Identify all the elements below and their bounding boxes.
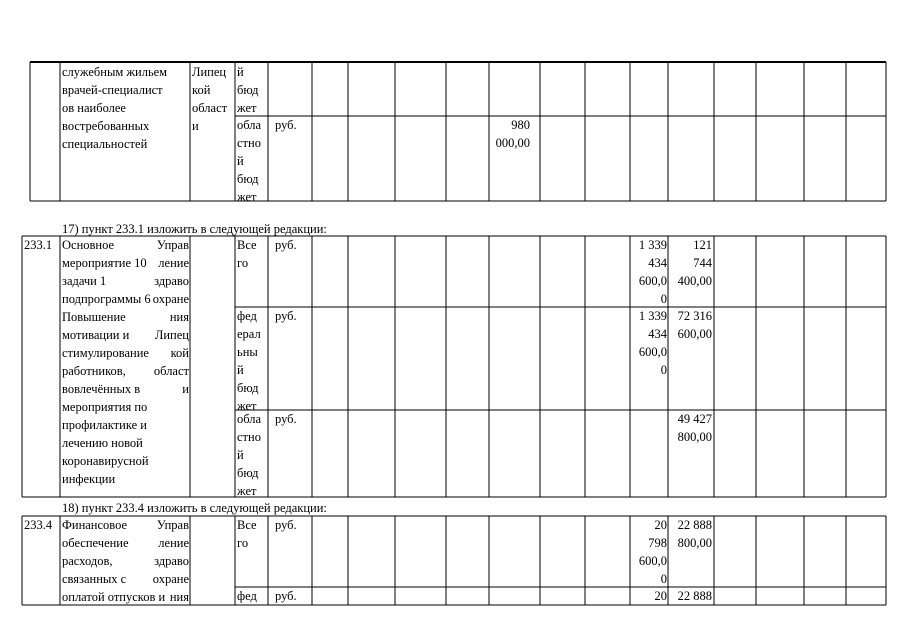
table2-all-unit: руб. xyxy=(275,238,297,252)
table2-all-source: го xyxy=(237,256,249,270)
table3-organization: Управ xyxy=(156,518,189,532)
table3-event-name: расходов, xyxy=(62,554,113,568)
table2-event-name: лечению новой xyxy=(62,436,143,450)
table1-source-a: й xyxy=(237,65,244,79)
table2-fed-value-1: 0 xyxy=(660,363,667,377)
table2-all-value-2: 400,00 xyxy=(677,274,712,288)
table3-all-value-1: 20 xyxy=(654,518,667,532)
note-18: 18) пункт 233.4 изложить в следующей редакции: xyxy=(62,501,327,515)
table2-event-name: задачи 1 xyxy=(62,274,107,288)
table2-fed-source: фед xyxy=(237,309,257,323)
table2-fed-value-1: 1 339 xyxy=(638,309,667,323)
table3-event-name: связанных с xyxy=(62,572,127,586)
table2-obl-source: бюд xyxy=(237,466,259,480)
table2-fed-value-1: 600,0 xyxy=(638,345,667,359)
table2-organization: Липец xyxy=(154,328,189,342)
table2-fed-value-2: 72 316 xyxy=(677,309,712,323)
table2-organization: кой xyxy=(170,346,189,360)
table1-unit-b: руб. xyxy=(275,118,297,132)
table1-organization: Липец xyxy=(192,65,227,79)
table2-event-name: вовлечённых в xyxy=(62,382,141,396)
table2-all-value-2: 744 xyxy=(693,256,712,270)
table3-event-name: оплатой отпусков и xyxy=(62,590,166,604)
table2-fed-source: ерал xyxy=(237,327,261,341)
table1-value-b: 980 xyxy=(511,118,530,132)
table3-all-source: Все xyxy=(237,518,257,532)
table2-obl-source: обла xyxy=(237,412,262,426)
table3-organization: ление xyxy=(158,536,189,550)
table3-all-value-2: 22 888 xyxy=(677,518,712,532)
table3-organization: охране xyxy=(152,572,189,586)
table3-fed-unit: руб. xyxy=(275,589,297,603)
table2-obl-value-2: 800,00 xyxy=(677,430,712,444)
table2-obl-value-2: 49 427 xyxy=(677,412,712,426)
table3-fed-value-2: 22 888 xyxy=(677,589,712,603)
table2-event-name: мотивации и xyxy=(62,328,130,342)
table3-fed-value-1: 20 xyxy=(654,589,667,603)
table2-organization: здраво xyxy=(154,274,189,288)
table2-all-value-1: 434 xyxy=(648,256,667,270)
table3-item-code: 233.4 xyxy=(24,518,53,532)
table2-event-name: стимулирование xyxy=(62,346,149,360)
table2-organization: охране xyxy=(152,292,189,306)
table3-fed-source: фед xyxy=(237,589,257,603)
table3-all-source: го xyxy=(237,536,249,550)
table3-all-value-1: 600,0 xyxy=(638,554,667,568)
table2-fed-source: бюд xyxy=(237,381,259,395)
table1-source-b: бюд xyxy=(237,172,259,186)
table2-obl-source: стно xyxy=(237,430,261,444)
table3-all-unit: руб. xyxy=(275,518,297,532)
table2-event-name: коронавирусной xyxy=(62,454,149,468)
table1-source-a: бюд xyxy=(237,83,259,97)
table2-all-value-2: 121 xyxy=(693,238,712,252)
table2-event-name: Повышение xyxy=(62,310,126,324)
table3-all-value-2: 800,00 xyxy=(677,536,712,550)
table2-fed-source: жет xyxy=(237,399,257,413)
table2-all-source: Все xyxy=(237,238,257,252)
table1-source-a: жет xyxy=(237,101,257,115)
table2-all-value-1: 1 339 xyxy=(638,238,667,252)
table3-event-name: Финансовое xyxy=(62,518,128,532)
table2-organization: Управ xyxy=(156,238,189,252)
table2-fed-source: й xyxy=(237,363,244,377)
table1-event-name: специальностей xyxy=(62,137,148,151)
table1-event-name: врачей-специалист xyxy=(62,83,163,97)
table2-fed-value-1: 434 xyxy=(648,327,667,341)
table2-event-name: работников, xyxy=(62,364,126,378)
table2-item-code: 233.1 xyxy=(24,238,53,252)
table3-organization: ния xyxy=(169,590,189,604)
table2-event-name: мероприятия по xyxy=(62,400,148,414)
table2-organization: и xyxy=(182,382,189,396)
table1-source-b: обла xyxy=(237,118,262,132)
table1-value-b: 000,00 xyxy=(495,136,530,150)
table3-all-value-1: 798 xyxy=(648,536,667,550)
table2-event-name: мероприятие 10 xyxy=(62,256,147,270)
table2-organization: ление xyxy=(158,256,189,270)
table3-all-value-1: 0 xyxy=(660,572,667,586)
table1-organization: кой xyxy=(192,83,211,97)
table2-event-name: профилактике и xyxy=(62,418,147,432)
table1-event-name: служебным жильем xyxy=(62,65,168,79)
table1-organization: област xyxy=(192,101,228,115)
table1-source-b: й xyxy=(237,154,244,168)
table3-event-name: обеспечение xyxy=(62,536,129,550)
table2-event-name: инфекции xyxy=(62,472,116,486)
table2-all-value-1: 600,0 xyxy=(638,274,667,288)
table2-all-value-1: 0 xyxy=(660,292,667,306)
table2-organization: област xyxy=(153,364,189,378)
table2-event-name: подпрограммы 6 xyxy=(62,292,151,306)
table1-event-name: ов наиболее xyxy=(62,101,126,115)
table2-obl-source: й xyxy=(237,448,244,462)
note-17: 17) пункт 233.1 изложить в следующей редакции: xyxy=(62,222,327,236)
table1-event-name: востребованных xyxy=(62,119,150,133)
table1-source-b: жет xyxy=(237,190,257,204)
table2-obl-source: жет xyxy=(237,484,257,498)
table1-source-b: стно xyxy=(237,136,261,150)
table2-event-name: Основное xyxy=(62,238,115,252)
table1-organization: и xyxy=(192,119,199,133)
table2-organization: ния xyxy=(169,310,189,324)
table3-organization: здраво xyxy=(154,554,189,568)
table2-fed-value-2: 600,00 xyxy=(677,327,712,341)
table2-obl-unit: руб. xyxy=(275,412,297,426)
table2-fed-unit: руб. xyxy=(275,309,297,323)
table2-fed-source: ьны xyxy=(237,345,258,359)
